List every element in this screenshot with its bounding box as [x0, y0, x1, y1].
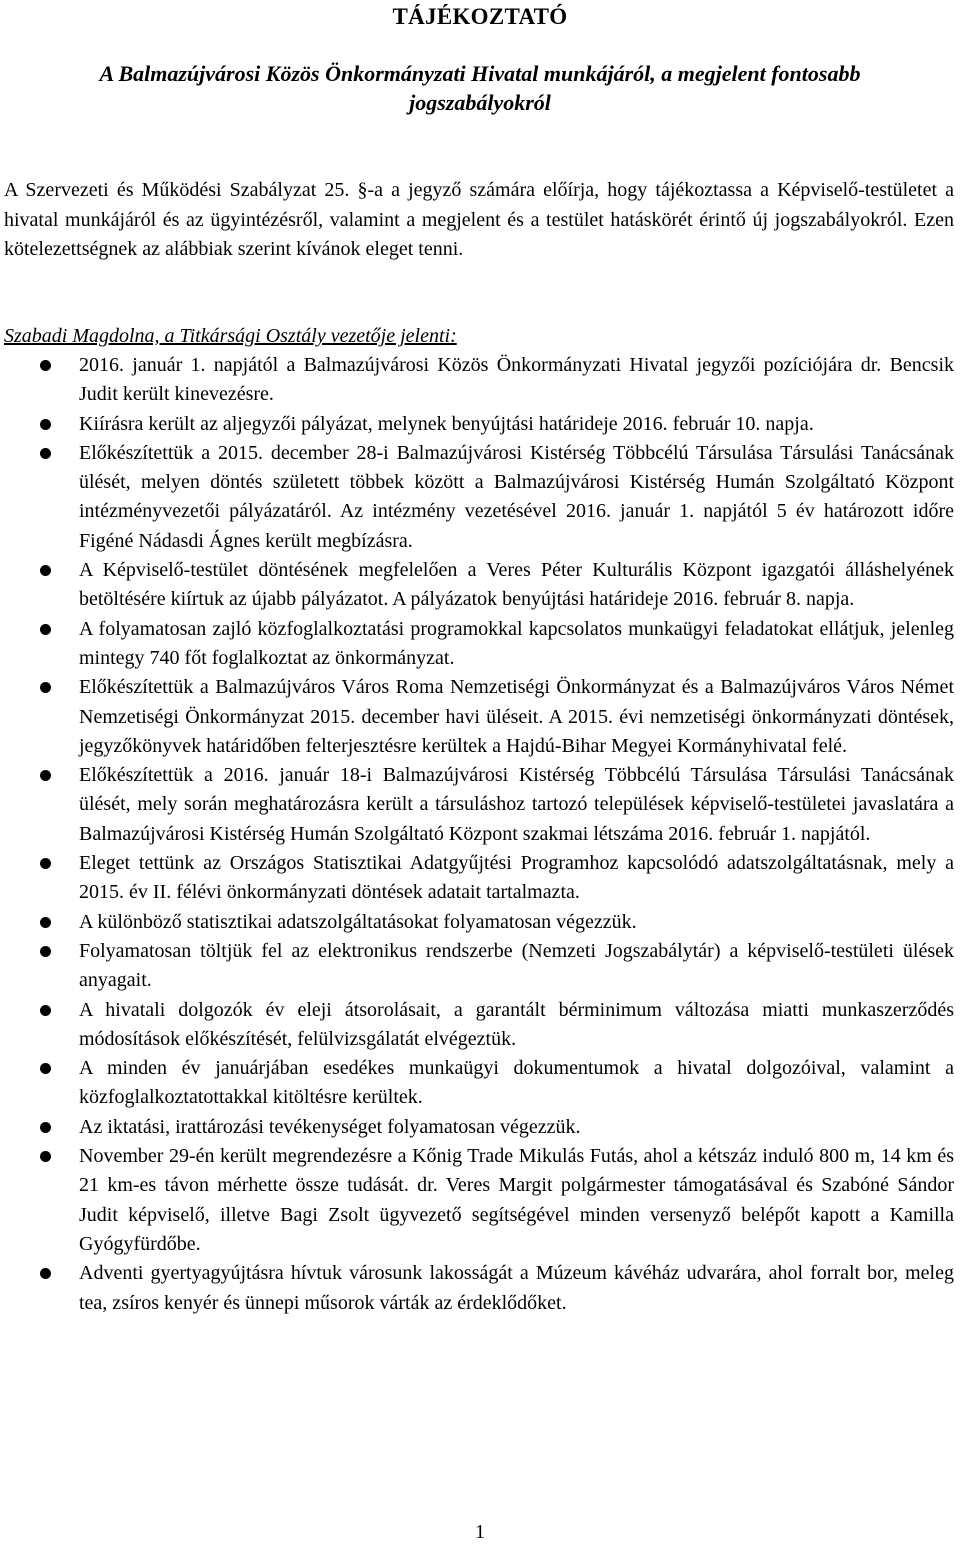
bullet-icon — [40, 1005, 51, 1016]
list-item-text: Előkészítettük a 2016. január 18-i Balmazújvárosi Kistérség Többcélú Társulása Társulási Tanácsának ülését, mely során meghatározásra került a társuláshoz tartozó települések képviselő-testületei javaslatára a Balmazújvárosi Kistérség Humán Szolgáltató Központ szakmai létszáma 2016. február 1. napjától. — [79, 764, 954, 845]
bullet-icon — [40, 770, 51, 781]
list-item-text: Előkészítettük a 2015. december 28-i Balmazújvárosi Kistérség Többcélú Társulása Társulási Tanácsának ülését, melyen döntés született többek között a Balmazújvárosi Kistérség Humán Szolgáltató Központ intézményvezetői pályázatáról. Az intézmény vezetésével 2016. január 1. napjától 5 év határozott időre Figéné Nádasdi Ágnes került megbízásra. — [79, 441, 954, 552]
section-heading: Szabadi Magdolna, a Titkársági Osztály vezetője jelenti: — [4, 325, 457, 347]
list-item-text: Előkészítettük a Balmazújváros Város Roma Nemzetiségi Önkormányzat és a Balmazújváros Város Német Nemzetiségi Önkormányzat 2015. december havi üléseit. A 2015. évi nemzetiségi önkormányzati döntések, jegyzőkönyvek határidőben felterjesztésre kerültek a Hajdú-Bihar Megyei Kormányhivatal felé. — [79, 676, 954, 757]
document-title: TÁJÉKOZTATÓ — [392, 4, 568, 29]
list-item — [0, 908, 960, 937]
list-item — [0, 849, 960, 908]
list-item-text: Adventi gyertyagyújtásra hívtuk városunk lakosságát a Múzeum kávéház udvarára, ahol forralt bor, meleg tea, zsíros kenyér és ünnepi műsorok várták az érdeklődőket. — [79, 1262, 954, 1314]
list-item-text: A Képviselő-testület döntésének megfelelően a Veres Péter Kulturális Központ igazgatói álláshelyének betöltésére kiírtuk az újabb pályázatot. A pályázatok benyújtási határideje 2016. február 8. napja. — [79, 559, 954, 611]
list-item — [0, 761, 960, 849]
bullet-icon — [40, 419, 51, 430]
list-item — [0, 1142, 960, 1259]
page-number: 1 — [475, 1521, 485, 1543]
list-item — [0, 673, 960, 761]
list-item — [0, 615, 960, 674]
bullet-icon — [40, 1151, 51, 1162]
bullet-icon — [40, 917, 51, 928]
bullet-icon — [40, 858, 51, 869]
bullet-icon — [40, 1268, 51, 1279]
bullet-icon — [40, 1122, 51, 1133]
intro-paragraph: A Szervezeti és Működési Szabályzat 25. §-a a jegyző számára előírja, hogy tájékoztassa a Képviselő-testületet a hivatal munkájáról és az ügyintézésről, valamint a megjelent és a testület hatáskörét érintő új jogszabályokról. Ezen kötelezettségnek az alábbiak szerint kívánok eleget tenni. — [4, 179, 954, 260]
bullet-icon — [40, 946, 51, 957]
list-item — [0, 439, 960, 556]
list-item — [0, 351, 960, 410]
bullet-icon — [40, 1063, 51, 1074]
list-item-text: A hivatali dolgozók év eleji átsorolásait, a garantált bérminimum változása miatti munkaszerződés módosítások előkészítését, felülvizsgálatát elvégeztük. — [79, 998, 954, 1050]
bullet-icon — [40, 624, 51, 635]
bullet-icon — [40, 360, 51, 371]
list-item — [0, 410, 960, 439]
list-item-text: A minden év januárjában esedékes munkaügyi dokumentumok a hivatal dolgozóival, valamint a közfoglalkoztatottakkal kitöltésre kerültek. — [79, 1057, 954, 1109]
list-item-text: Kiírásra került az aljegyzői pályázat, melynek benyújtási határideje 2016. február 10. napja. — [79, 412, 814, 435]
list-item-text: A folyamatosan zajló közfoglalkoztatási programokkal kapcsolatos munkaügyi feladatokat ellátjuk, jelenleg mintegy 740 főt foglalkoztat az önkormányzat. — [79, 617, 954, 669]
bullet-icon — [40, 682, 51, 693]
list-item — [0, 996, 960, 1055]
list-item — [0, 556, 960, 615]
list-item-text: A különböző statisztikai adatszolgáltatásokat folyamatosan végezzük. — [79, 910, 637, 933]
bullet-icon — [40, 565, 51, 576]
list-item-text: Az iktatási, irattározási tevékenységet folyamatosan végezzük. — [79, 1115, 581, 1138]
list-item — [0, 1113, 960, 1142]
list-item-text: Folyamatosan töltjük fel az elektronikus rendszerbe (Nemzeti Jogszabálytár) a képviselő-testületi ülések anyagait. — [79, 939, 954, 992]
list-item-text: November 29-én került megrendezésre a Kőnig Trade Mikulás Futás, ahol a kétszáz induló 800 m, 14 km és 21 km-es távon mérhette össze tudását. dr. Veres Margit polgármester támogatásával és Szabóné Sándor Judit képviselő, illetve Bagi Zsolt ügyvezető segítségével minden versenyző belépőt kapott a Kamilla Gyógyfürdőbe. — [79, 1145, 954, 1255]
report-bullet-list — [0, 351, 960, 1318]
list-item-text: 2016. január 1. napjától a Balmazújvárosi Közös Önkormányzati Hivatal jegyzői pozíciójára dr. Bencsik Judit került kinevezésre. — [79, 354, 954, 406]
list-item-text: Eleget tettünk az Országos Statisztikai Adatgyűjtési Programhoz kapcsolódó adatszolgáltatásnak, mely a 2015. év II. félévi önkormányzati döntések adatait tartalmazta. — [79, 852, 954, 904]
list-item — [0, 937, 960, 996]
document-subtitle: A Balmazújvárosi Közös Önkormányzati Hivatal munkájáról, a megjelent fontosabb jogszabályokról — [99, 61, 861, 115]
list-item — [0, 1054, 960, 1113]
bullet-icon — [40, 448, 51, 459]
list-item — [0, 1259, 960, 1318]
